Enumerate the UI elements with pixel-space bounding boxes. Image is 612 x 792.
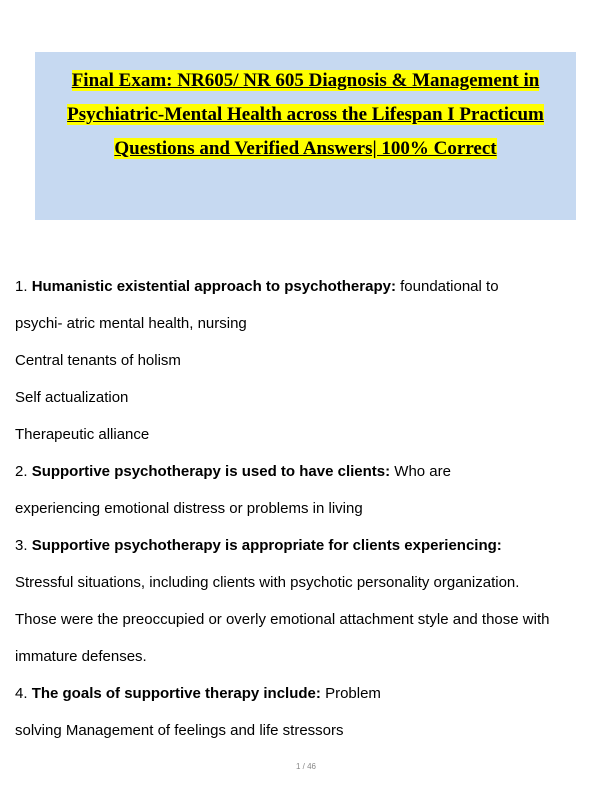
answer-line: solving Management of feelings and life stressors — [15, 722, 344, 739]
title-line-3: Questions and Verified Answers| 100% Correct — [114, 138, 497, 159]
title-line-2: Psychiatric-Mental Health across the Lifespan I Practicum — [67, 104, 544, 125]
question-term: Humanistic existential approach to psychotherapy: — [31, 278, 396, 295]
title-banner — [35, 52, 576, 220]
question-answer: Problem — [320, 685, 381, 702]
answer-line: immature defenses. — [15, 648, 147, 665]
question-1-heading — [15, 268, 595, 305]
question-term: Supportive psychotherapy is appropriate for clients experiencing: — [31, 537, 502, 554]
question-2-heading — [15, 453, 595, 490]
question-term: The goals of supportive therapy include: — [31, 685, 321, 702]
answer-line: psychi- atric mental health, nursing — [15, 315, 247, 332]
answer-line: Stressful situations, including clients with psychotic personality organization. — [15, 574, 520, 591]
answer-line: Therapeutic alliance — [15, 426, 150, 443]
question-answer: Who are — [390, 463, 451, 480]
page-indicator: 1 / 46 — [295, 762, 316, 771]
question-term: Supportive psychotherapy is used to have clients: — [31, 463, 391, 480]
document-title — [35, 64, 576, 166]
answer-line: Self actualization — [15, 389, 129, 406]
question-number: 4. — [15, 685, 32, 702]
question-number: 3. — [15, 537, 32, 554]
answer-line: Those were the preoccupied or overly emotional attachment style and those with — [15, 611, 550, 628]
question-4-heading — [15, 675, 595, 712]
title-line-1: Final Exam: NR605/ NR 605 Diagnosis & Management in — [71, 70, 540, 91]
question-number: 2. — [15, 463, 32, 480]
answer-line: Central tenants of holism — [15, 352, 181, 369]
question-answer: foundational to — [395, 278, 499, 295]
question-number: 1. — [15, 278, 32, 295]
question-list — [15, 268, 595, 749]
question-3-heading — [15, 527, 595, 564]
answer-line: experiencing emotional distress or problems in living — [15, 500, 363, 517]
